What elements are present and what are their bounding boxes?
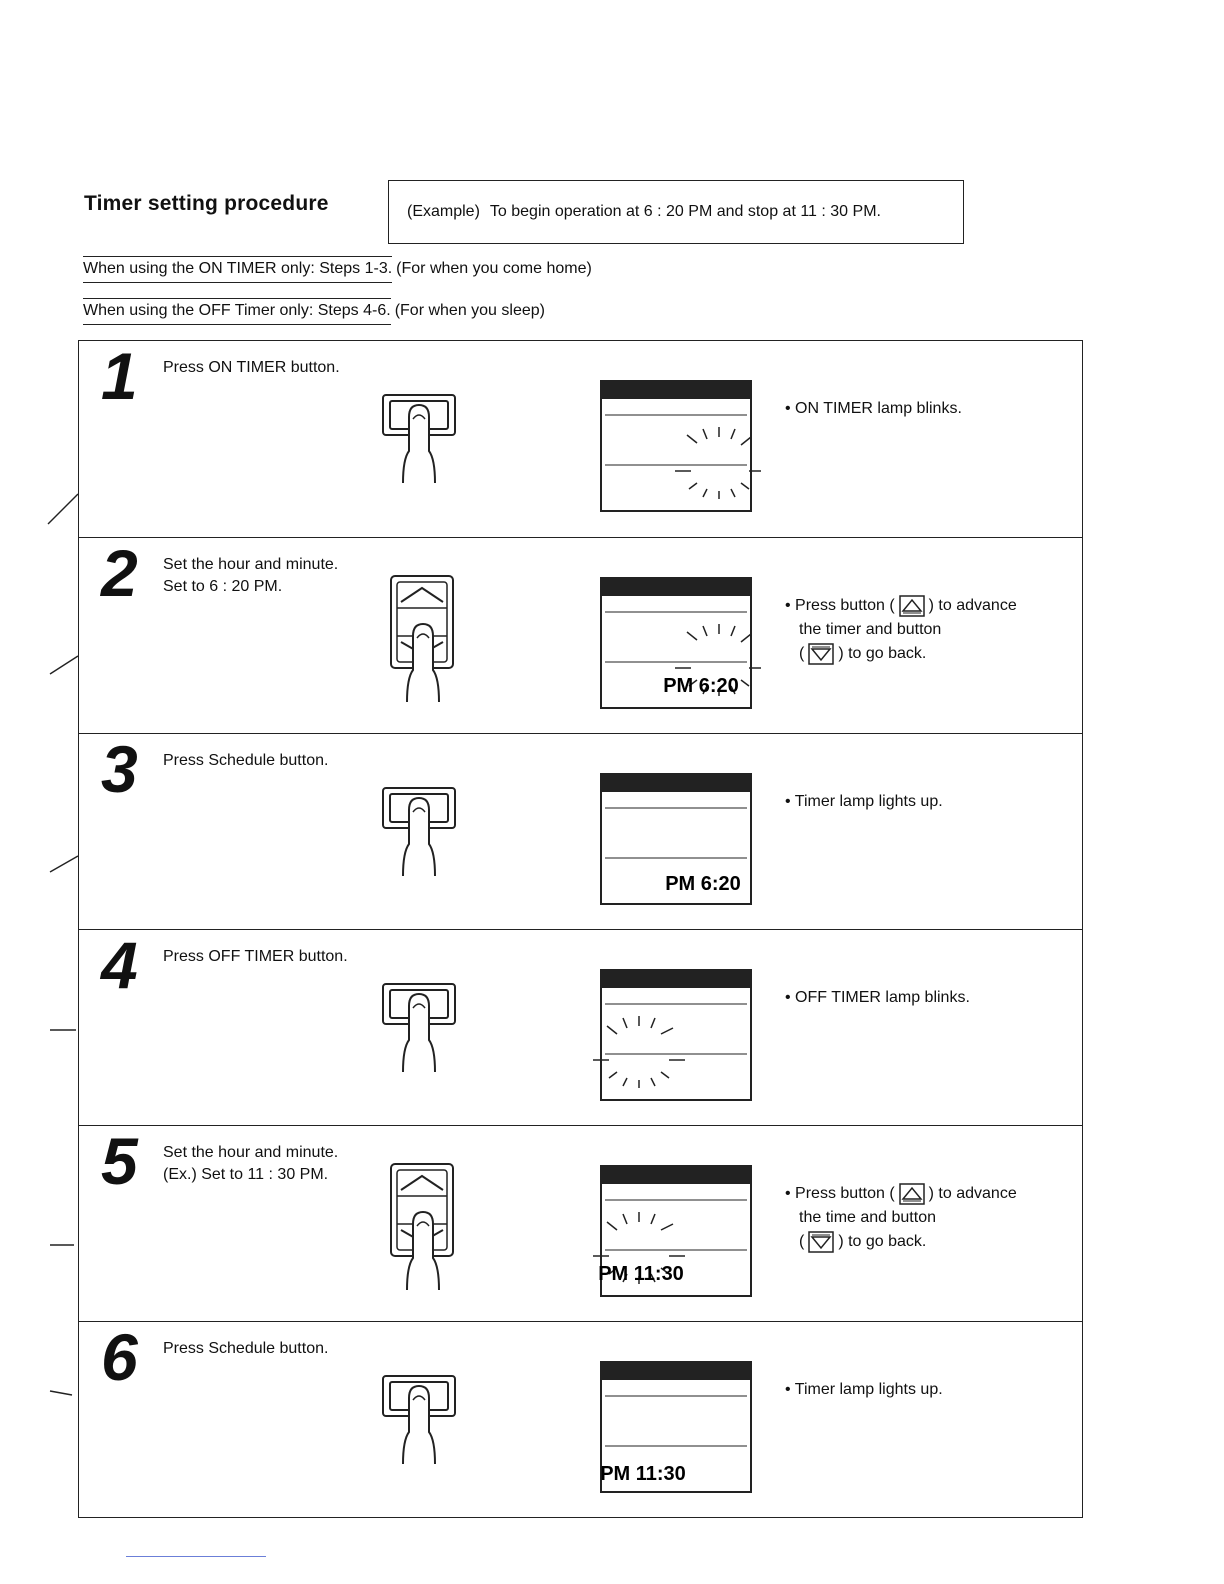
on-timer-button-press-illustration bbox=[379, 389, 459, 489]
step-instruction bbox=[163, 1142, 338, 1186]
step-note-part: ( bbox=[799, 645, 805, 662]
step-note-text: • Timer lamp lights up. bbox=[785, 1381, 943, 1398]
step-note-text: • ON TIMER lamp blinks. bbox=[785, 400, 962, 417]
step-note-text: • Timer lamp lights up. bbox=[785, 793, 943, 810]
step-line: Press ON TIMER button. bbox=[163, 359, 340, 376]
step-number: 3 bbox=[101, 732, 138, 806]
lcd-display bbox=[591, 379, 761, 519]
margin-marks bbox=[0, 0, 90, 1420]
step-note bbox=[785, 594, 1017, 666]
step-note bbox=[785, 1378, 943, 1402]
step-note-part: the time and button bbox=[799, 1209, 936, 1226]
step-instruction bbox=[163, 946, 348, 968]
usage-off-timer bbox=[83, 298, 545, 325]
lcd-display bbox=[591, 1360, 761, 1500]
lcd-time-readout: PM 11:30 bbox=[600, 1463, 686, 1485]
step-number: 6 bbox=[101, 1320, 138, 1394]
step-instruction bbox=[163, 1338, 328, 1360]
usage-on-timer bbox=[83, 256, 592, 283]
lcd-display bbox=[591, 772, 761, 912]
step-note-part: ) to go back. bbox=[838, 1233, 927, 1250]
step-note-part: ) to go back. bbox=[838, 645, 927, 662]
lcd-time-readout: PM 6:20 bbox=[665, 873, 741, 895]
schedule-button-press-illustration bbox=[379, 1370, 459, 1470]
up-down-button-press-illustration bbox=[387, 1162, 457, 1292]
step-note-part: ) to advance bbox=[928, 597, 1017, 614]
step-number: 5 bbox=[101, 1124, 138, 1198]
off-timer-button-press-illustration bbox=[379, 978, 459, 1078]
example-label: (Example) bbox=[407, 203, 480, 220]
step-number: 1 bbox=[101, 339, 138, 413]
step-line: Press Schedule button. bbox=[163, 752, 329, 769]
advance-button-icon bbox=[899, 595, 925, 617]
schedule-button-press-illustration bbox=[379, 782, 459, 882]
usage-off-timer-steps: When using the OFF Timer only: Steps 4-6. bbox=[83, 298, 391, 325]
step-line: Press Schedule button. bbox=[163, 1340, 329, 1357]
up-down-button-press-illustration bbox=[387, 574, 457, 704]
step-number: 2 bbox=[101, 536, 138, 610]
lcd-time-readout: PM 11:30 bbox=[598, 1263, 684, 1285]
step-note bbox=[785, 986, 970, 1010]
step-3 bbox=[79, 733, 1082, 929]
lcd-display bbox=[591, 968, 761, 1108]
step-line: Press OFF TIMER button. bbox=[163, 948, 348, 965]
usage-off-timer-note: (For when you sleep) bbox=[394, 302, 545, 319]
page-title: Timer setting procedure bbox=[84, 192, 329, 215]
back-button-icon bbox=[808, 1231, 834, 1253]
step-1 bbox=[79, 341, 1082, 537]
lcd-time-readout: PM 6:20 bbox=[663, 675, 739, 697]
lcd-display bbox=[591, 576, 761, 716]
step-line: Set to 6 : 20 PM. bbox=[163, 578, 283, 595]
step-line: Set the hour and minute. bbox=[163, 1144, 339, 1161]
step-instruction bbox=[163, 554, 338, 598]
step-note-part: ( bbox=[799, 1233, 805, 1250]
step-note-part: • Press button ( bbox=[785, 597, 895, 614]
step-instruction bbox=[163, 357, 340, 379]
step-5 bbox=[79, 1125, 1082, 1321]
step-number: 4 bbox=[101, 928, 138, 1002]
step-note bbox=[785, 397, 962, 421]
step-4 bbox=[79, 929, 1082, 1125]
back-button-icon bbox=[808, 643, 834, 665]
usage-on-timer-note: (For when you come home) bbox=[396, 260, 592, 277]
step-note-part: the timer and button bbox=[799, 621, 942, 638]
step-6 bbox=[79, 1321, 1082, 1517]
step-note bbox=[785, 1182, 1017, 1254]
step-note-text: • OFF TIMER lamp blinks. bbox=[785, 989, 970, 1006]
step-note bbox=[785, 790, 943, 814]
example-box bbox=[388, 180, 964, 244]
step-line: (Ex.) Set to 11 : 30 PM. bbox=[163, 1166, 329, 1183]
step-note-part: ) to advance bbox=[928, 1185, 1017, 1202]
advance-button-icon bbox=[899, 1183, 925, 1205]
usage-on-timer-steps: When using the ON TIMER only: Steps 1-3. bbox=[83, 256, 392, 283]
steps-table bbox=[78, 340, 1083, 1518]
footer-rule bbox=[126, 1556, 266, 1557]
step-line: Set the hour and minute. bbox=[163, 556, 339, 573]
example-text: To begin operation at 6 : 20 PM and stop at 11 : 30 PM. bbox=[489, 203, 881, 220]
step-2 bbox=[79, 537, 1082, 733]
lcd-display bbox=[591, 1164, 761, 1304]
step-note-part: • Press button ( bbox=[785, 1185, 895, 1202]
step-instruction bbox=[163, 750, 328, 772]
